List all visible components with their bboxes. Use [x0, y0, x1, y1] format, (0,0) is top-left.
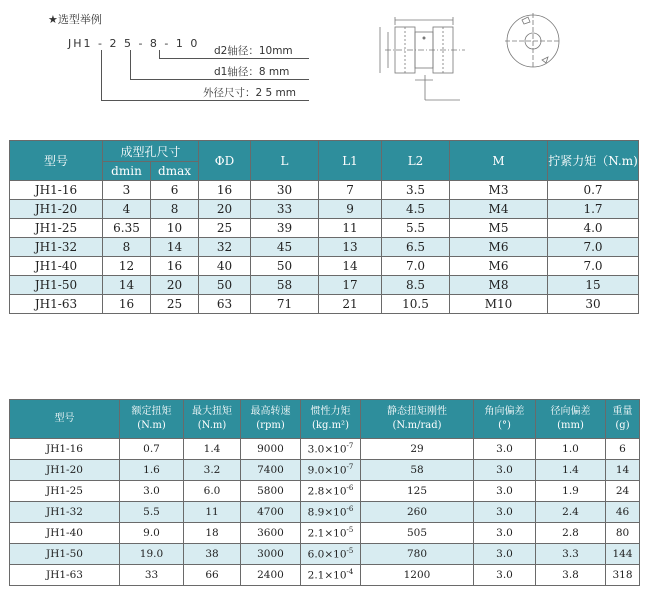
performance-header-cell	[536, 400, 606, 439]
header-label: 型号	[54, 413, 75, 424]
table-cell: 6	[151, 181, 199, 200]
inertia-exponent: -7	[346, 442, 354, 451]
table-row	[10, 565, 640, 586]
table-cell: 5800	[241, 481, 301, 502]
table-cell: M4	[450, 200, 548, 219]
table-cell: M5	[450, 219, 548, 238]
table-row	[10, 219, 639, 238]
table-cell: JH1-63	[10, 295, 103, 314]
table-cell: 20	[199, 200, 251, 219]
performance-header-cell	[361, 400, 474, 439]
inertia-mantissa: 2.1×10	[307, 569, 347, 582]
inertia-exponent: -5	[346, 526, 354, 535]
table-cell: 10	[151, 219, 199, 238]
table-cell: 8.5	[382, 276, 450, 295]
header-unit: (N.m)	[197, 420, 227, 431]
table-cell: 3600	[241, 523, 301, 544]
table-cell: JH1-25	[10, 219, 103, 238]
dimensions-table	[9, 140, 639, 314]
table-cell: 19.0	[120, 544, 184, 565]
header-unit: (mm)	[557, 420, 584, 431]
outer-diameter-callout: 外径尺寸：2 5 mm	[203, 87, 296, 99]
table-cell: 4700	[241, 502, 301, 523]
table-cell: JH1-40	[10, 523, 120, 544]
table-cell: 58	[251, 276, 319, 295]
table-row	[10, 257, 639, 276]
table-cell: 63	[199, 295, 251, 314]
table-cell: 16	[199, 181, 251, 200]
table-cell: 1200	[361, 565, 474, 586]
table-cell: 10.5	[382, 295, 450, 314]
header-unit: (rpm)	[256, 420, 285, 431]
table-cell: 7.0	[548, 257, 639, 276]
table-cell: 11	[319, 219, 382, 238]
table-cell	[301, 481, 361, 502]
table-cell: 29	[361, 439, 474, 460]
table-row	[10, 523, 640, 544]
table-cell: 80	[606, 523, 640, 544]
header-label: 最高转速	[250, 406, 291, 417]
table-cell: 7	[319, 181, 382, 200]
table-cell: JH1-50	[10, 276, 103, 295]
table-cell: JH1-32	[10, 502, 120, 523]
table-cell: 30	[548, 295, 639, 314]
table-cell: 6.0	[184, 481, 241, 502]
table-cell: 1.6	[120, 460, 184, 481]
table-cell: JH1-25	[10, 481, 120, 502]
table-cell	[301, 523, 361, 544]
table-cell: M10	[450, 295, 548, 314]
header-label: 径向偏差	[550, 406, 591, 417]
table-cell: JH1-40	[10, 257, 103, 276]
table-cell: 33	[120, 565, 184, 586]
table-row	[10, 181, 639, 200]
table-cell: 12	[103, 257, 151, 276]
table-cell: 39	[251, 219, 319, 238]
table-cell	[301, 502, 361, 523]
table-cell: 45	[251, 238, 319, 257]
table-cell: 0.7	[120, 439, 184, 460]
table-cell	[301, 544, 361, 565]
table-cell: 40	[199, 257, 251, 276]
table-cell: JH1-20	[10, 200, 103, 219]
table-cell: 144	[606, 544, 640, 565]
example-model-code: JH1 - 2 5 - 8 - 1 0	[68, 37, 200, 50]
inertia-mantissa: 8.9×10	[307, 506, 347, 519]
table-cell: JH1-16	[10, 181, 103, 200]
table-cell: 1.4	[536, 460, 606, 481]
table-cell: M6	[450, 257, 548, 276]
inertia-mantissa: 6.0×10	[307, 548, 347, 561]
inertia-mantissa: 3.0×10	[307, 443, 347, 456]
table-cell: 14	[151, 238, 199, 257]
table-cell: 125	[361, 481, 474, 502]
table-cell: 50	[199, 276, 251, 295]
table-cell: 66	[184, 565, 241, 586]
table-cell: 1.4	[184, 439, 241, 460]
performance-header-cell	[10, 400, 120, 439]
table-cell: 32	[199, 238, 251, 257]
table-cell: JH1-20	[10, 460, 120, 481]
header-dmin: dmin	[103, 162, 151, 181]
table-cell: 3.0	[474, 502, 536, 523]
d1-callout: d1轴径：8 mm	[214, 66, 290, 78]
table-cell: 3.3	[536, 544, 606, 565]
table-row	[10, 460, 640, 481]
table-cell: 1.0	[536, 439, 606, 460]
inertia-exponent: -5	[346, 547, 354, 556]
header-label: 最大扭矩	[192, 406, 232, 417]
inertia-exponent: -7	[346, 463, 354, 472]
example-title: ★选型举例	[48, 13, 102, 26]
header-label: 角向偏差	[484, 406, 525, 417]
table-cell: 4.5	[382, 200, 450, 219]
performance-table	[9, 399, 640, 586]
table-cell: 3.0	[474, 439, 536, 460]
table-cell: 3.0	[474, 523, 536, 544]
selection-example	[0, 0, 340, 115]
table-cell	[301, 460, 361, 481]
d2-callout: d2轴径：10mm	[214, 45, 293, 57]
table-cell: 11	[184, 502, 241, 523]
table-cell: 15	[548, 276, 639, 295]
table-cell: 8	[103, 238, 151, 257]
header-screw: M	[450, 141, 548, 181]
leader-line	[159, 58, 309, 59]
inertia-mantissa: 2.1×10	[307, 527, 347, 540]
table-cell: JH1-50	[10, 544, 120, 565]
table-cell: 3.0	[474, 481, 536, 502]
header-length: L	[251, 141, 319, 181]
inertia-exponent: -6	[346, 505, 354, 514]
table-cell: 2.8	[536, 523, 606, 544]
table-cell: 16	[103, 295, 151, 314]
table-cell: 9.0	[120, 523, 184, 544]
table-cell: 25	[151, 295, 199, 314]
inertia-exponent: -6	[346, 484, 354, 493]
table-cell: 33	[251, 200, 319, 219]
table-cell: 6	[606, 439, 640, 460]
coupling-end-view-drawing	[500, 8, 566, 74]
performance-header-cell	[606, 400, 640, 439]
table-row	[10, 238, 639, 257]
header-dmax: dmax	[151, 162, 199, 181]
table-cell: M6	[450, 238, 548, 257]
table-cell	[301, 565, 361, 586]
performance-header-cell	[241, 400, 301, 439]
header-bore-size: 成型孔尺寸	[103, 141, 199, 162]
header-l1: L1	[319, 141, 382, 181]
table-cell: 3	[103, 181, 151, 200]
table-cell: 16	[151, 257, 199, 276]
inertia-exponent: -4	[346, 568, 354, 577]
table-cell: 3.0	[474, 460, 536, 481]
table-cell: 2400	[241, 565, 301, 586]
header-unit: (N.m)	[137, 420, 166, 431]
header-label: 额定扭矩	[131, 406, 172, 417]
table-cell: 260	[361, 502, 474, 523]
table-cell: 6.35	[103, 219, 151, 238]
header-unit: (°)	[498, 420, 511, 431]
coupling-side-view-drawing	[370, 5, 490, 113]
table-cell: 318	[606, 565, 640, 586]
leader-line	[101, 50, 102, 101]
table-cell: 38	[184, 544, 241, 565]
table-row	[10, 295, 639, 314]
table-row	[10, 276, 639, 295]
table-row	[10, 544, 640, 565]
header-l2: L2	[382, 141, 450, 181]
table-row	[10, 200, 639, 219]
performance-header-cell	[120, 400, 184, 439]
table-cell: 3.2	[184, 460, 241, 481]
performance-header-cell	[184, 400, 241, 439]
table-cell: 20	[151, 276, 199, 295]
header-tightening-torque: 拧紧力矩（N.m)	[548, 141, 639, 181]
table-cell: 6.5	[382, 238, 450, 257]
table-cell: 9	[319, 200, 382, 219]
table-cell: JH1-32	[10, 238, 103, 257]
header-unit: (kg.m²)	[312, 420, 349, 431]
table-cell: 14	[103, 276, 151, 295]
inertia-mantissa: 9.0×10	[307, 464, 347, 477]
table-cell: 46	[606, 502, 640, 523]
performance-header-cell	[301, 400, 361, 439]
performance-header-cell	[474, 400, 536, 439]
table-cell: 50	[251, 257, 319, 276]
table-cell: 14	[319, 257, 382, 276]
table-cell: 71	[251, 295, 319, 314]
table-cell: JH1-16	[10, 439, 120, 460]
table-cell: 18	[184, 523, 241, 544]
leader-line	[130, 50, 131, 80]
table-cell: 1.7	[548, 200, 639, 219]
table-cell: M8	[450, 276, 548, 295]
table-cell: 3.0	[474, 565, 536, 586]
table-cell: 3000	[241, 544, 301, 565]
table-cell: 58	[361, 460, 474, 481]
table-cell: 7.0	[382, 257, 450, 276]
table-cell: 505	[361, 523, 474, 544]
table-row	[10, 481, 640, 502]
table-cell: 3.8	[536, 565, 606, 586]
table-cell: 4	[103, 200, 151, 219]
table-cell: M3	[450, 181, 548, 200]
table-cell: 4.0	[548, 219, 639, 238]
table-cell: 7400	[241, 460, 301, 481]
table-cell: 8	[151, 200, 199, 219]
table-cell: 7.0	[548, 238, 639, 257]
table-row	[10, 502, 640, 523]
table-cell: 3.0	[120, 481, 184, 502]
header-model: 型号	[10, 141, 103, 181]
table-cell: JH1-63	[10, 565, 120, 586]
header-label: 惯性力矩	[310, 406, 351, 417]
table-cell: 24	[606, 481, 640, 502]
table-cell: 14	[606, 460, 640, 481]
inertia-mantissa: 2.8×10	[307, 485, 347, 498]
table-cell	[301, 439, 361, 460]
leader-line	[130, 79, 309, 80]
leader-line	[101, 100, 309, 101]
header-label: 静态扭矩刚性	[387, 406, 447, 417]
table-cell: 30	[251, 181, 319, 200]
table-cell: 780	[361, 544, 474, 565]
table-cell: 13	[319, 238, 382, 257]
table-cell: 3.5	[382, 181, 450, 200]
table-cell: 21	[319, 295, 382, 314]
table-cell: 9000	[241, 439, 301, 460]
table-cell: 17	[319, 276, 382, 295]
header-label: 重量	[612, 406, 633, 417]
header-unit: (g)	[615, 420, 630, 431]
header-outer-diameter: ΦD	[199, 141, 251, 181]
table-cell: 3.0	[474, 544, 536, 565]
table-cell: 1.9	[536, 481, 606, 502]
table-cell: 5.5	[382, 219, 450, 238]
table-row	[10, 439, 640, 460]
table-cell: 5.5	[120, 502, 184, 523]
header-unit: (N.m/rad)	[392, 420, 442, 431]
table-cell: 2.4	[536, 502, 606, 523]
table-cell: 0.7	[548, 181, 639, 200]
table-cell: 25	[199, 219, 251, 238]
